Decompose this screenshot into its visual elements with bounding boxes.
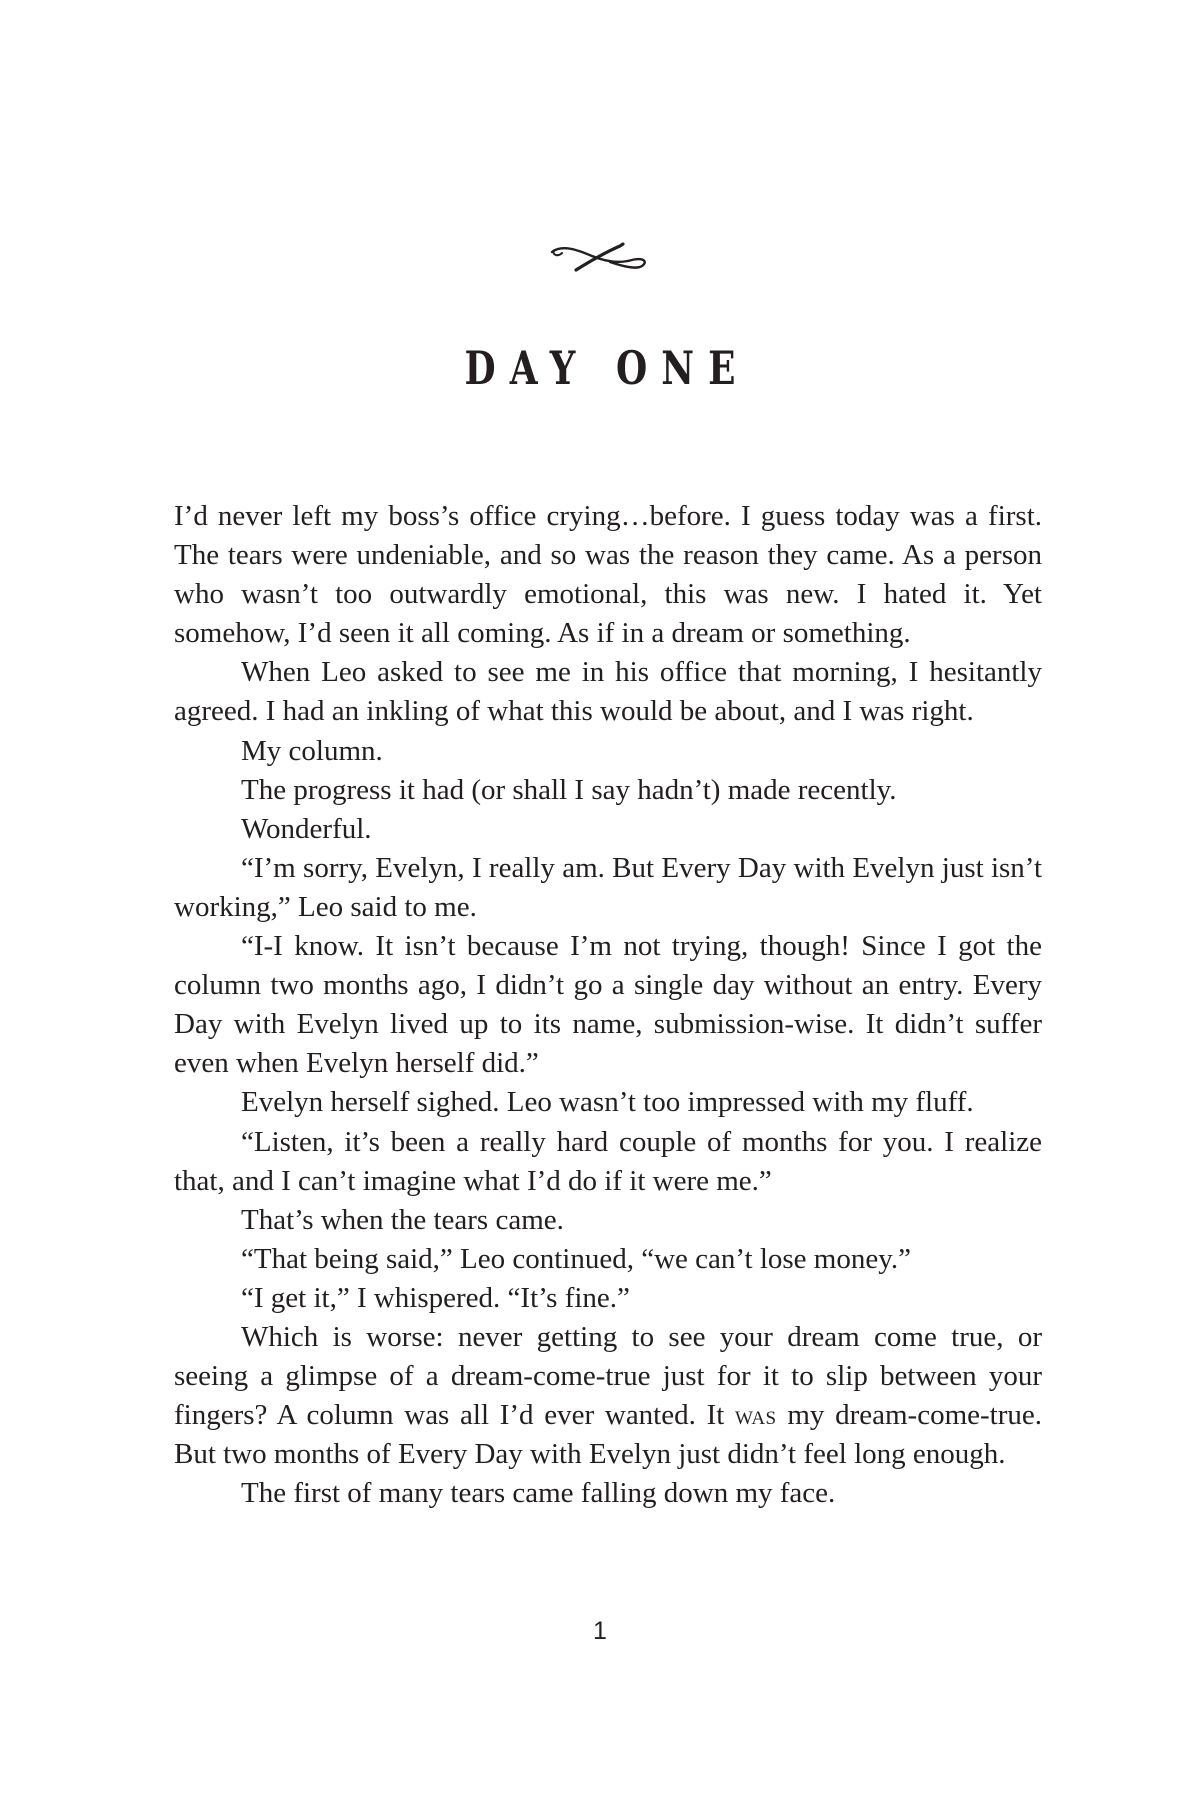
paragraph: That’s when the tears came.	[241, 1203, 564, 1236]
chapter-title: DAY ONE	[464, 341, 750, 395]
paragraph: “That being said,” Leo continued, “we can’t lose money.”	[241, 1242, 911, 1275]
paragraph: Wonderful.	[241, 812, 372, 845]
paragraph: I’d never left my boss’s office crying…before. I guess today was a first. The tears were undeniable, and so was the reason they came. As a person who wasn’t too outwardly emotional, this was new. I hated it. Yet somehow, I’d seen it all coming. As if in a dream or something.	[174, 500, 1042, 650]
paragraph-text: my dream-come-true. But two months of Every Day with Evelyn just didn’t feel long enough.	[174, 1399, 1043, 1471]
paragraph: Evelyn herself sighed. Leo wasn’t too impressed with my fluff.	[241, 1086, 974, 1119]
paragraph: My column.	[241, 734, 383, 767]
emphasis-text: was	[735, 1400, 777, 1431]
paragraph	[174, 1318, 1042, 1474]
paragraph: When Leo asked to see me in his office that morning, I hesitantly agreed. I had an inkling of what this would be about, and I was right.	[174, 656, 1042, 728]
paragraph: “Listen, it’s been a really hard couple of months for you. I realize that, and I can’t imagine what I’d do if it were me.”	[174, 1125, 1042, 1197]
paragraph: The progress it had (or shall I say hadn’t) made recently.	[241, 773, 897, 806]
paragraph: “I get it,” I whispered. “It’s fine.”	[241, 1281, 630, 1314]
flourish-ornament-icon	[548, 240, 652, 276]
paragraph: “I’m sorry, Evelyn, I really am. But Every Day with Evelyn just isn’t working,” Leo said to me.	[174, 851, 1042, 923]
paragraph-text: Which is worse: never getting to see your dream come true, or seeing a glimpse of a dream-come-true just for it to slip between your fingers? A column was all I’d ever wanted. It	[174, 1320, 1042, 1432]
body-text	[174, 497, 1042, 1513]
paragraph: The first of many tears came falling down my face.	[241, 1477, 836, 1510]
page-number: 1	[593, 1617, 607, 1645]
paragraph: “I-I know. It isn’t because I’m not trying, though! Since I got the column two months ago, I didn’t go a single day without an entry. Every Day with Evelyn lived up to its name, submission-wise. It didn’t suffer even when Evelyn herself did.”	[174, 930, 1042, 1080]
